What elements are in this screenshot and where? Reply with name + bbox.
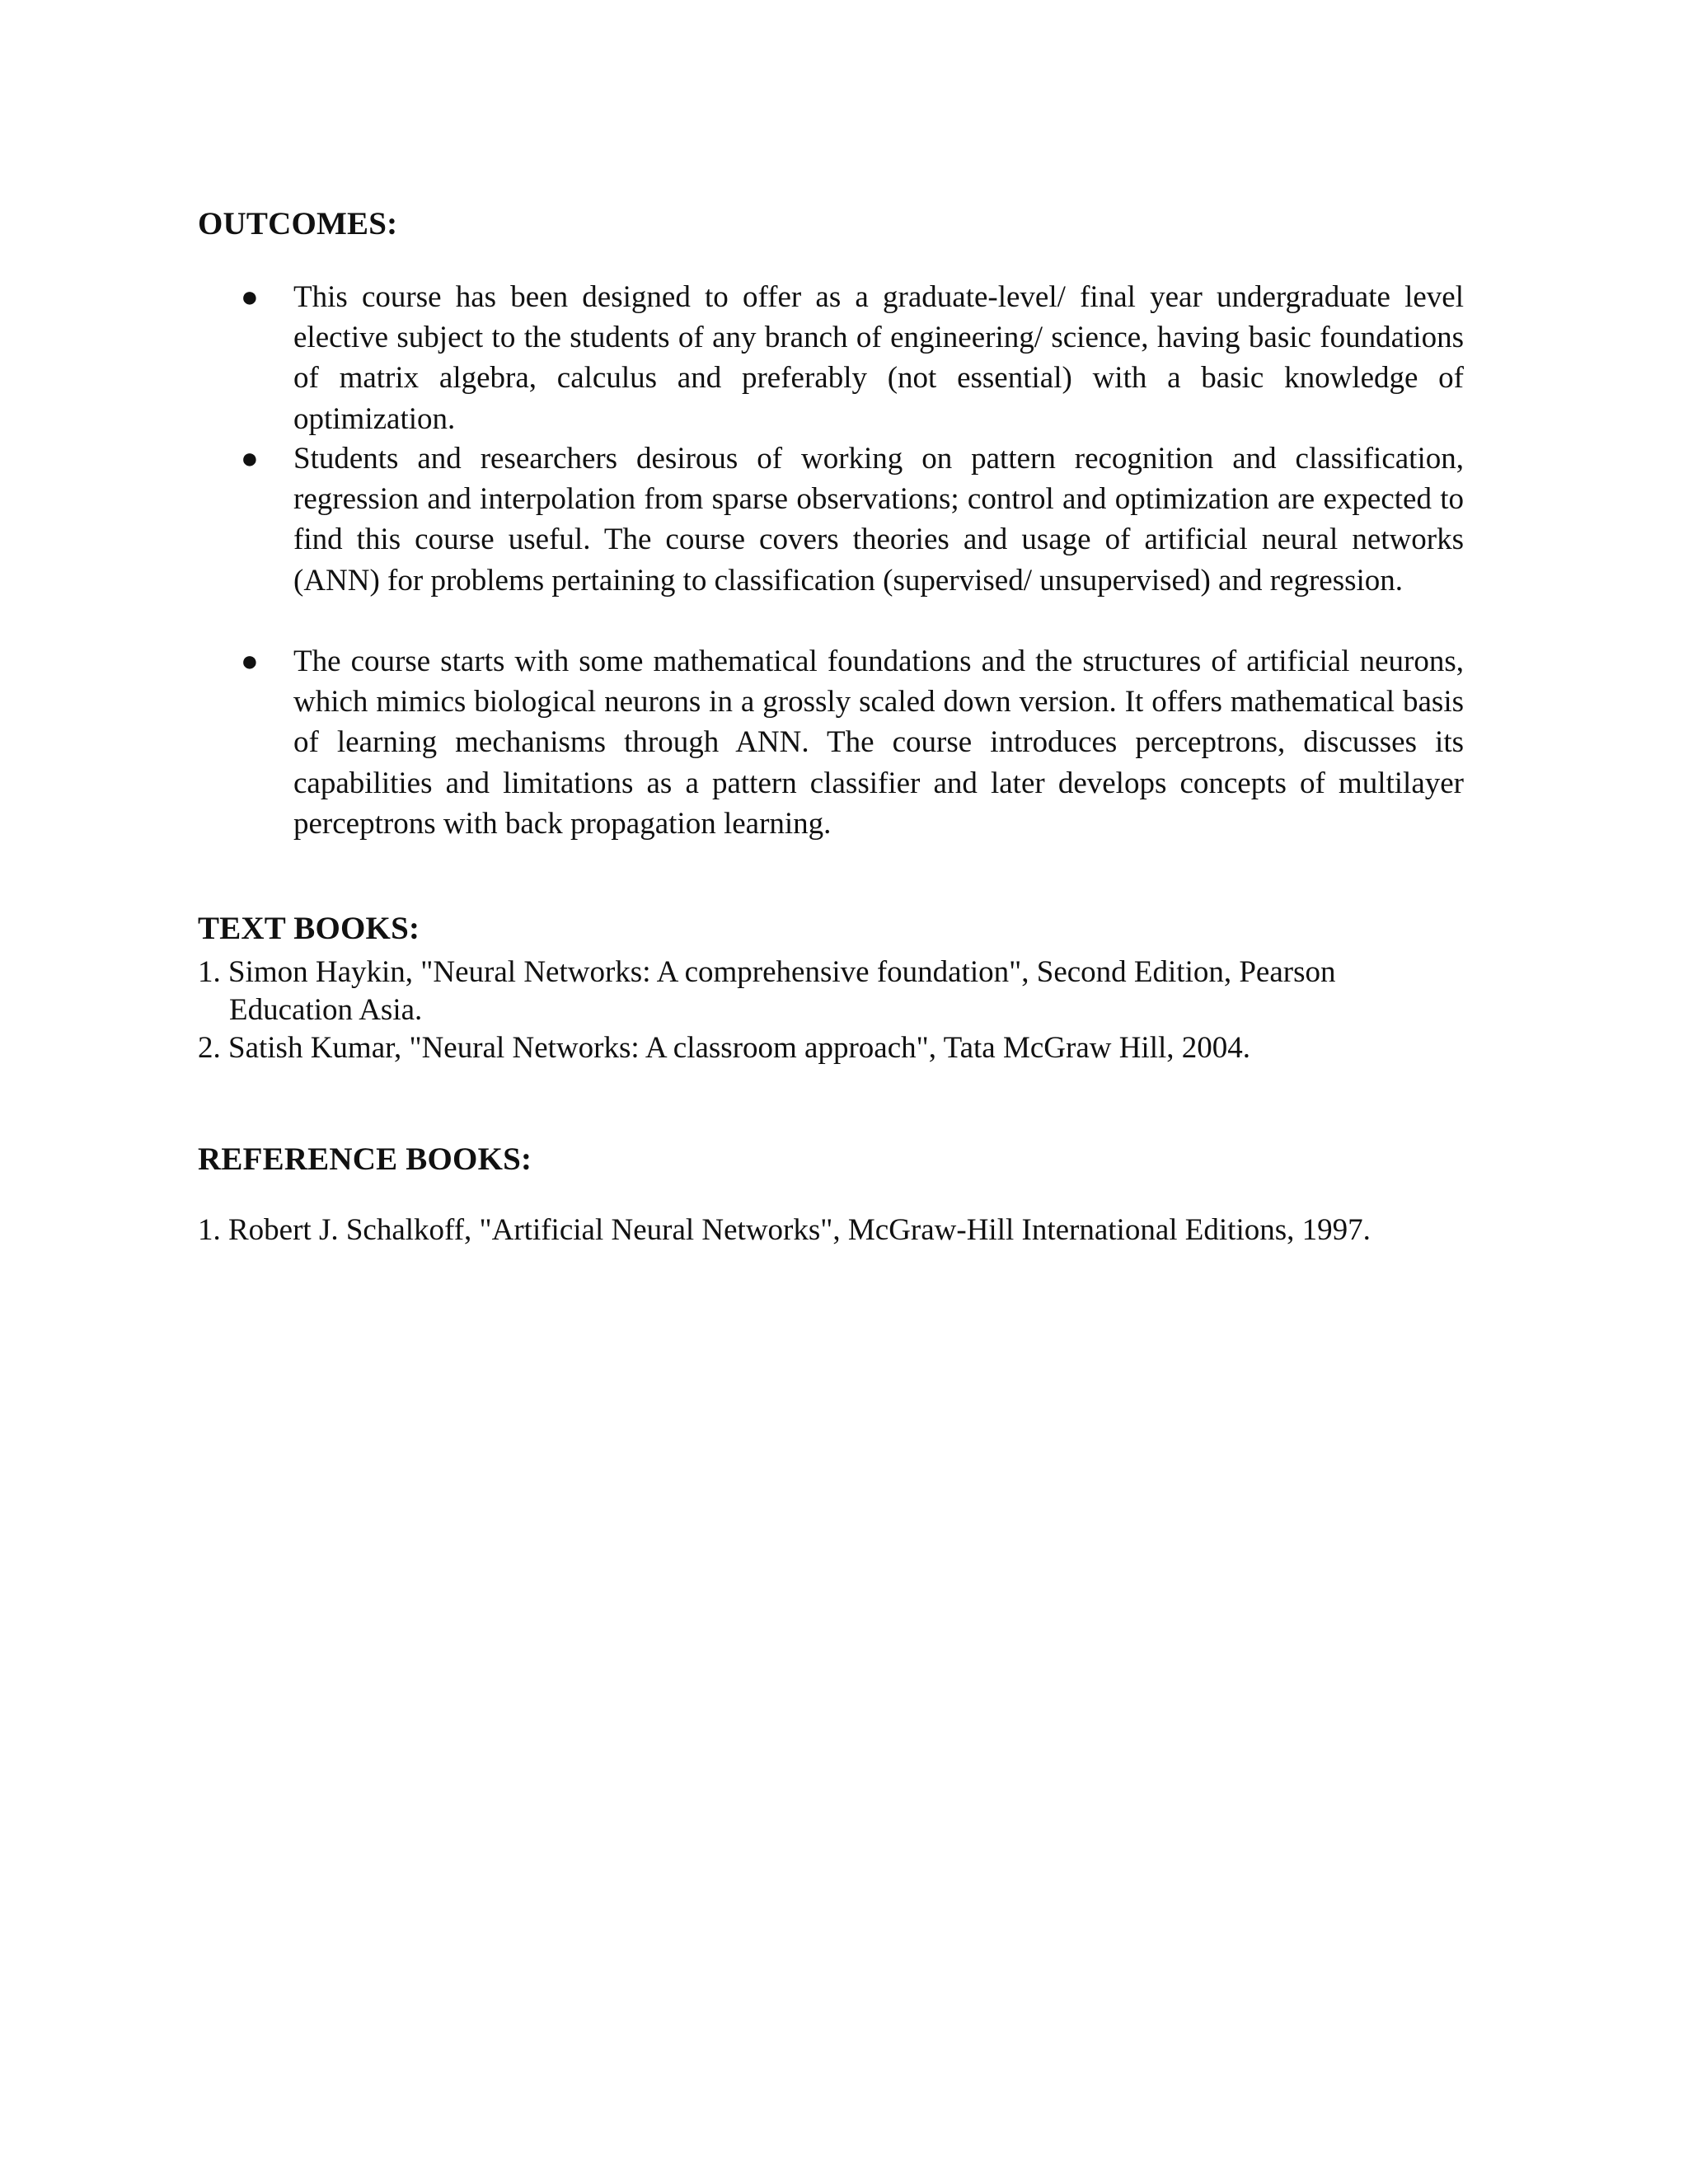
bullet-icon: ● bbox=[241, 442, 259, 475]
text-book-item-2: 2. Satish Kumar, "Neural Networks: A classroom approach", Tata McGraw Hill, 2004. bbox=[198, 1031, 1251, 1065]
outcome-item-1: This course has been designed to offer as a graduate-level/ final year undergraduate level elective subject to the students of any branch of engineering/ science, having basic foundations of matrix algebra, calculus and preferably (not essential) with a basic knowledge of optimization. bbox=[293, 280, 1464, 436]
text-book-item-1: 1. Simon Haykin, "Neural Networks: A comprehensive foundation", Second Edition, Pearson bbox=[198, 955, 1336, 989]
reference-books-heading: REFERENCE BOOKS: bbox=[198, 1141, 532, 1177]
text-books-heading: TEXT BOOKS: bbox=[198, 911, 420, 946]
bullet-icon: ● bbox=[241, 280, 259, 313]
outcomes-heading: OUTCOMES: bbox=[198, 206, 398, 241]
outcome-item-3: The course starts with some mathematical foundations and the structures of artificial neurons, which mimics biological neurons in a grossly scaled down version. It offers mathematical basis of learning mechanisms through ANN. The course introduces perceptrons, discusses its capabilities and limitations as a pattern classifier and later develops concepts of multilayer perceptrons with back propagation learning. bbox=[293, 644, 1464, 841]
text-book-item-1-continued: Education Asia. bbox=[229, 993, 423, 1027]
outcome-item-2: Students and researchers desirous of working on pattern recognition and classification, regression and interpolation from sparse observations; control and optimization are expected to find this course useful. The course covers theories and usage of artificial neural networks (ANN) for problems pertaining to classification (supervised/ unsupervised) and regression. bbox=[293, 442, 1464, 598]
reference-book-item-1: 1. Robert J. Schalkoff, "Artificial Neural Networks", McGraw-Hill International Editions, 1997. bbox=[198, 1213, 1371, 1247]
bullet-icon: ● bbox=[241, 644, 259, 677]
